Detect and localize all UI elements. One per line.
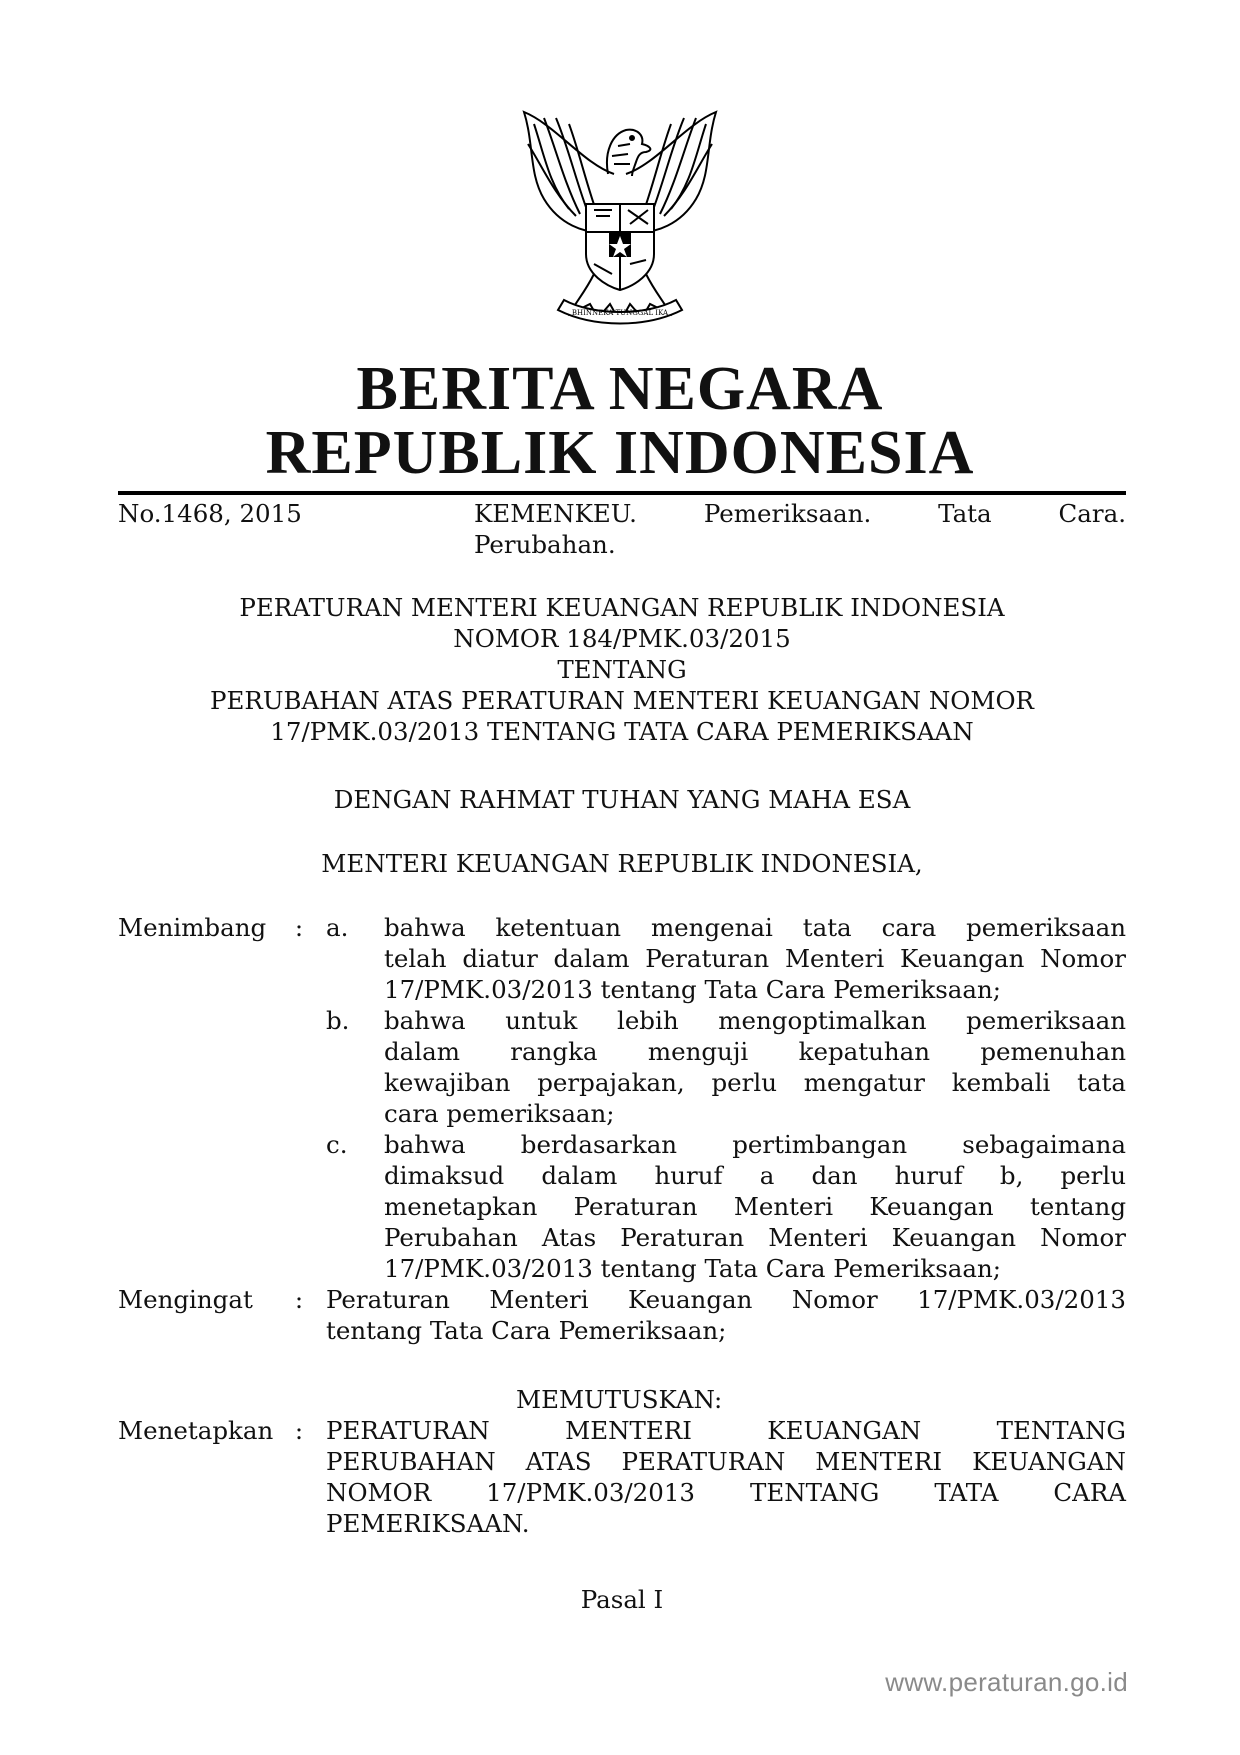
menimbang-label: Menimbang [118,913,267,942]
mengingat-colon: : [294,1285,304,1314]
subject-word: Pemeriksaan. [703,499,872,528]
title-divider [118,491,1126,495]
text-line: cara pemeriksaan; [384,1099,615,1128]
text-line: dimaksud dalam huruf a dan huruf b, perlu [384,1161,1126,1190]
text-line: bahwa ketentuan mengenai tata cara pemeriksaan [384,913,1126,942]
menimbang-item-b [384,1005,1126,1129]
text-line: telah diatur dalam Peraturan Menteri Keuangan Nomor [384,944,1126,973]
emblem-motto: BHINNEKA TUNGGAL IKA [571,309,669,317]
text-line: PERATURAN MENTERI KEUANGAN TENTANG [326,1416,1126,1445]
text-line: 17/PMK.03/2013 tentang Tata Cara Pemeriksaan; [384,975,1002,1004]
watermark-url: www.peraturan.go.id [885,1667,1128,1697]
text-line: PEMERIKSAAN. [326,1509,530,1538]
minister-line: MENTERI KEUANGAN REPUBLIK INDONESIA, [321,849,923,878]
menetapkan-colon: : [294,1416,304,1445]
regulation-subject-line: 17/PMK.03/2013 TENTANG TATA CARA PEMERIKSAAN [270,717,974,746]
regulation-number: NOMOR 184/PMK.03/2015 [453,624,791,653]
item-letter-a: a. [326,913,349,942]
garuda-emblem-icon [514,104,726,326]
gazette-title-line1: BERITA NEGARA [356,355,884,423]
text-line: kewajiban perpajakan, perlu mengatur kembali tata [384,1068,1126,1097]
menetapkan-text [326,1415,1126,1539]
regulation-tentang: TENTANG [557,655,687,684]
text-line: menetapkan Peraturan Menteri Keuangan tentang [384,1192,1126,1221]
text-line: 17/PMK.03/2013 tentang Tata Cara Pemeriksaan; [384,1254,1002,1283]
subject-word: KEMENKEU. [474,499,637,528]
item-letter-b: b. [326,1006,350,1035]
text-line: bahwa untuk lebih mengoptimalkan pemeriksaan [384,1006,1126,1035]
item-letter-c: c. [326,1130,348,1159]
text-line: Peraturan Menteri Keuangan Nomor 17/PMK.03/2013 [326,1285,1126,1314]
gazette-title-line2: REPUBLIK INDONESIA [265,419,975,487]
garuda-emblem [514,104,726,326]
subject-line2: Perubahan. [474,530,616,559]
menetapkan-label: Menetapkan [118,1416,274,1445]
mengingat-text [326,1284,1126,1346]
mengingat-label: Mengingat [118,1285,253,1314]
gazette-subject [474,498,1126,529]
gazette-number: No.1468, 2015 [118,499,302,528]
regulation-title-line: PERATURAN MENTERI KEUANGAN REPUBLIK INDONESIA [239,593,1005,622]
regulation-subject-line: PERUBAHAN ATAS PERATURAN MENTERI KEUANGAN NOMOR [210,686,1034,715]
text-line: NOMOR 17/PMK.03/2013 TENTANG TATA CARA [326,1478,1126,1507]
pasal-heading: Pasal I [580,1585,664,1614]
blessing-line: DENGAN RAHMAT TUHAN YANG MAHA ESA [333,785,911,814]
menimbang-colon: : [294,913,304,942]
text-line: PERUBAHAN ATAS PERATURAN MENTERI KEUANGAN [326,1447,1126,1476]
text-line: dalam rangka menguji kepatuhan pemenuhan [384,1037,1126,1066]
memutuskan-heading: MEMUTUSKAN: [516,1385,723,1414]
menimbang-item-a [384,912,1126,1005]
subject-word: Cara. [1058,499,1126,528]
text-line: Perubahan Atas Peraturan Menteri Keuangan Nomor [384,1223,1126,1252]
text-line: bahwa berdasarkan pertimbangan sebagaimana [384,1130,1126,1159]
menimbang-item-c [384,1129,1126,1284]
text-line: tentang Tata Cara Pemeriksaan; [326,1316,727,1345]
subject-word: Tata [938,499,992,528]
